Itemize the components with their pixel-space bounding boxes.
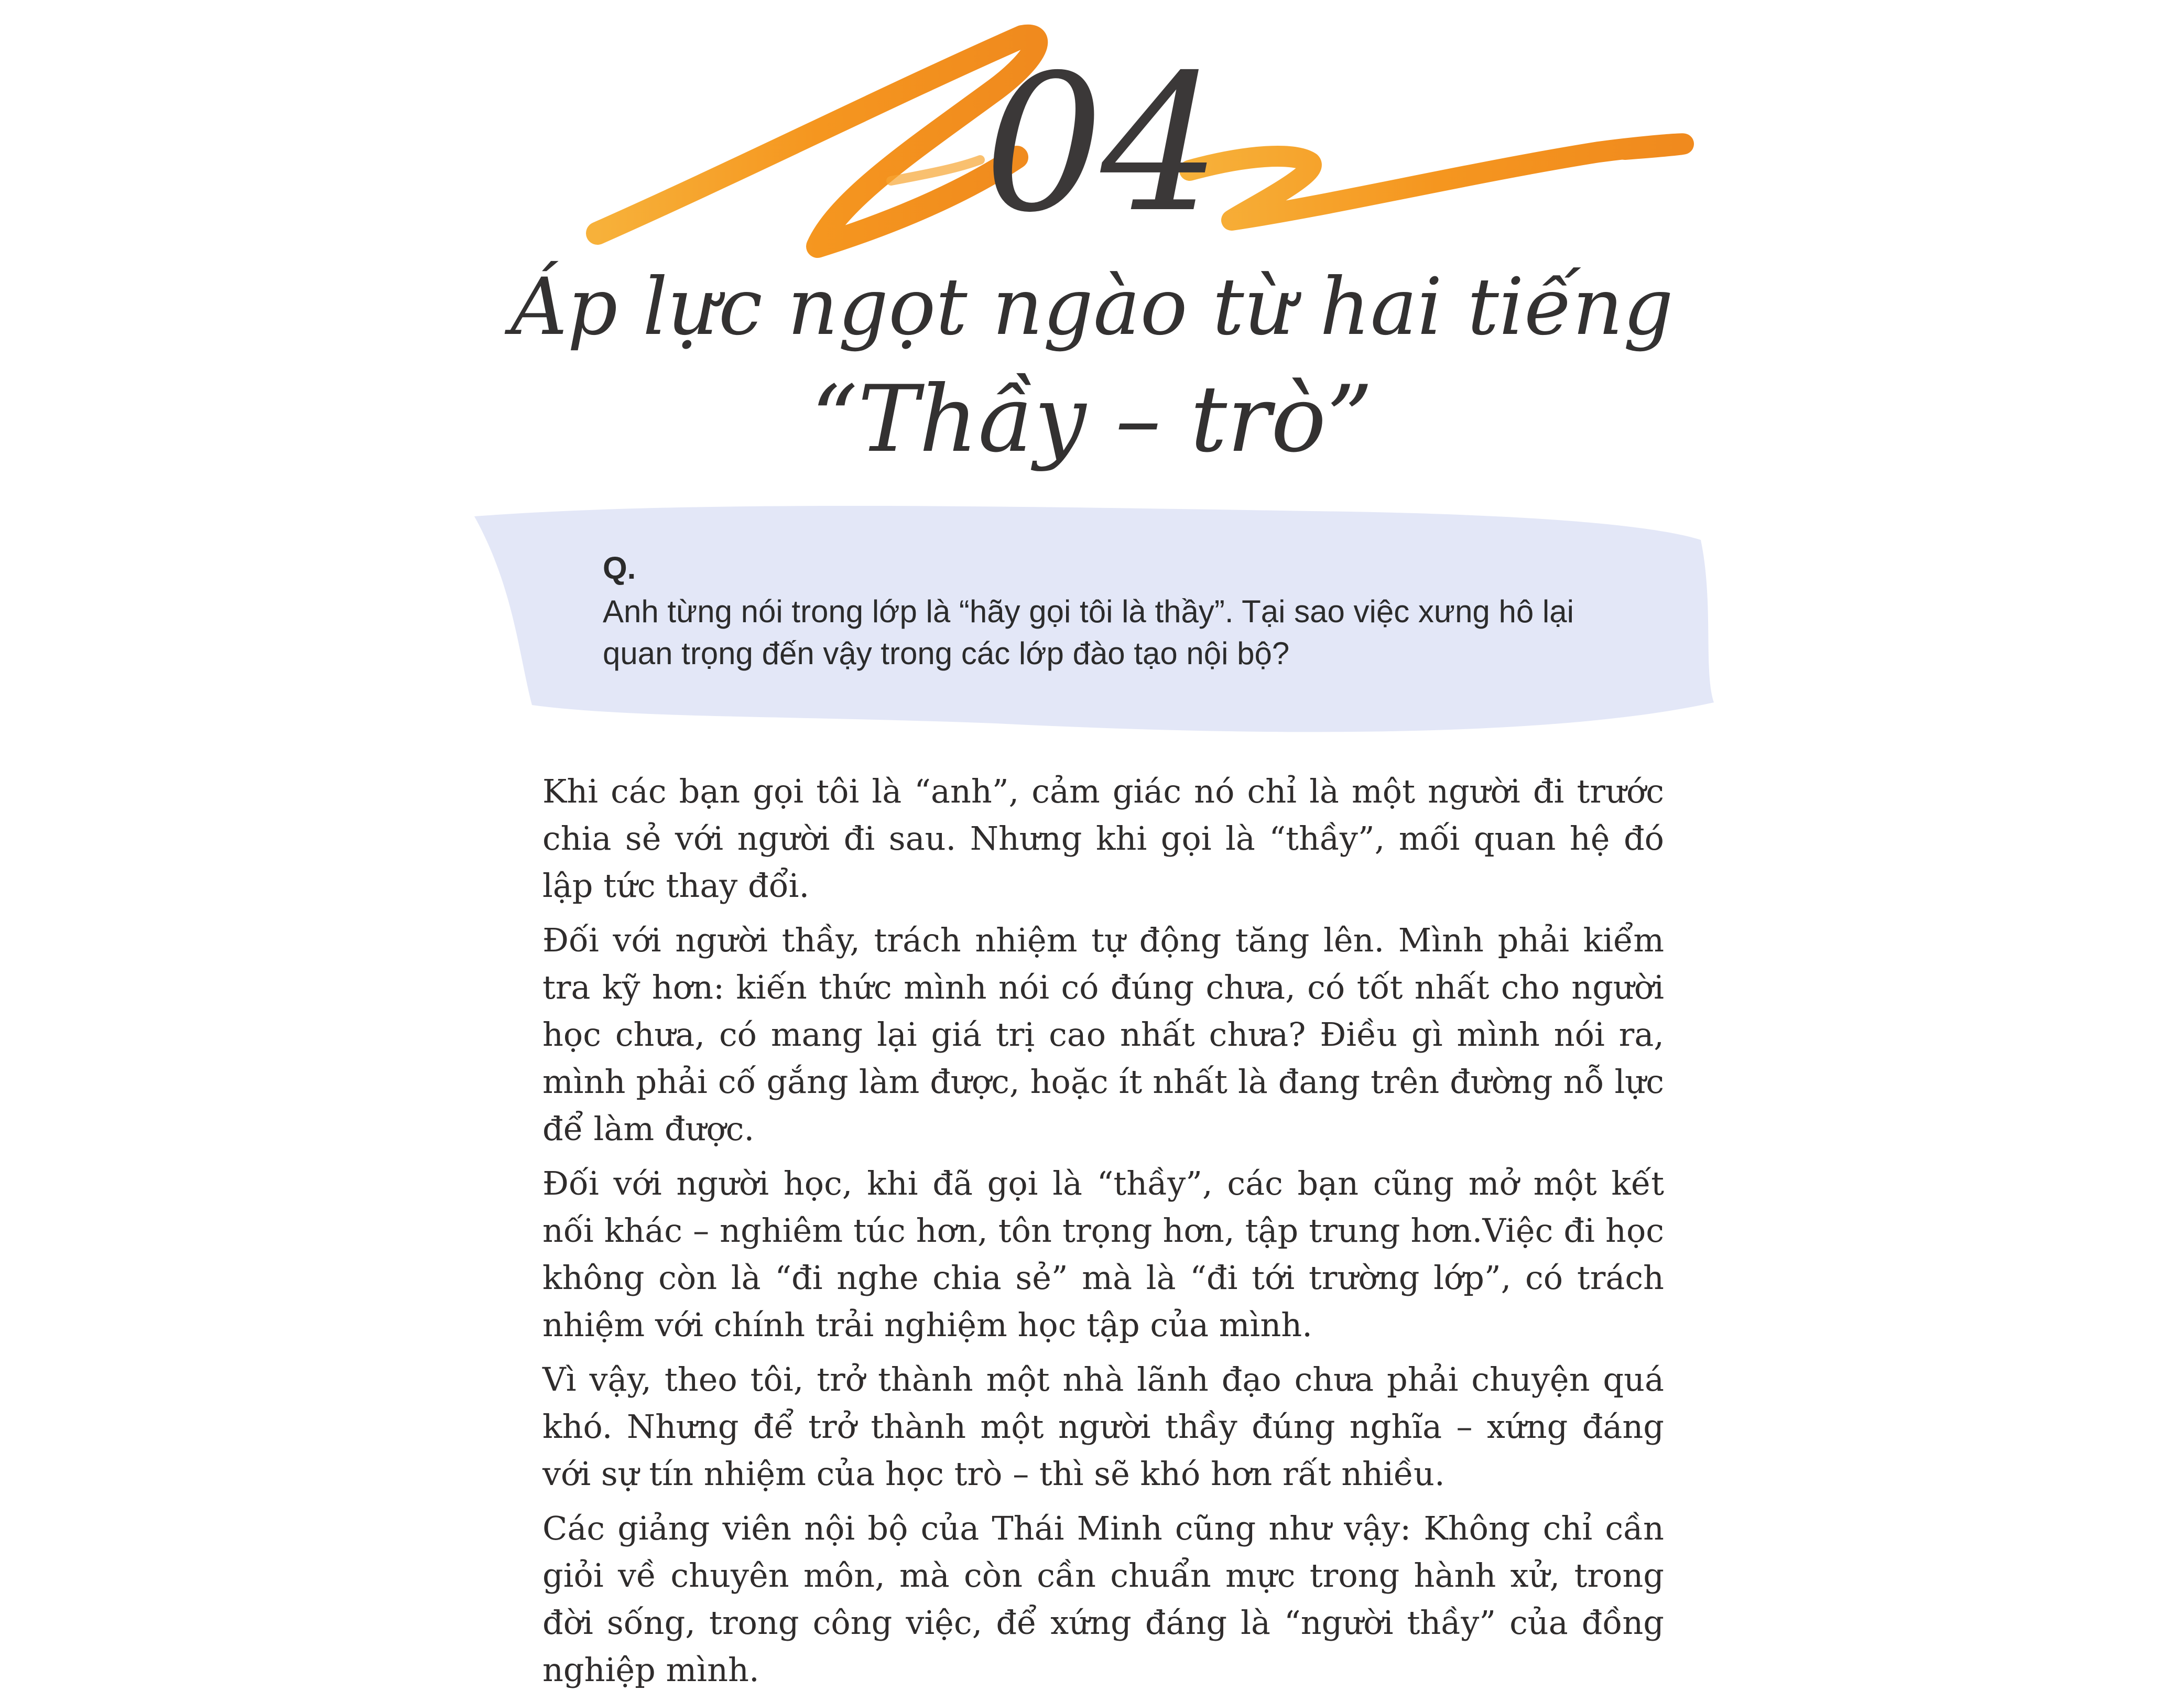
answer-paragraph: Khi các bạn gọi tôi là “anh”, cảm giác nó chỉ là một người đi trước chia sẻ với người đi sau. Nhưng khi gọi là “thầy”, mối quan hệ đó lập tức thay đổi. [542,772,1664,905]
chapter-number: 04 [983,34,1218,254]
answer-paragraph: Đối với người học, khi đã gọi là “thầy”, các bạn cũng mở một kết nối khác – nghiêm túc hơn, tôn trọng hơn, tập trung hơn.Việc đi học không còn là “đi nghe chia sẻ” mà là “đi tới trường lớp”, có trách nhiệm với chính trải nghiệm học tập của mình. [542,1164,1664,1344]
question-label: Q. [603,550,636,586]
orange-brush-stroke-left [597,36,1036,246]
answer-paragraph: Đối với người thầy, trách nhiệm tự động tăng lên. Mình phải kiểm tra kỹ hơn: kiến thức mình nói có đúng chưa, có tốt nhất cho người học chưa, có mang lại giá trị cao nhất chưa? Điều gì mình nói ra, mình phải cố gắng làm được, hoặc ít nhất là đang trên đường nỗ lực để làm được. [542,921,1664,1148]
question-block [603,548,1599,675]
answer-body [542,768,1664,1701]
chapter-title-line-2: “Thầy – trò” [811,366,1373,473]
orange-brush-stroke-right [1190,144,1683,220]
chapter-title-line-1: Áp lực ngọt ngào từ hai tiếng [510,262,1674,353]
answer-paragraph: Các giảng viên nội bộ của Thái Minh cũng như vậy: Không chỉ cần giỏi về chuyên môn, mà còn cần chuẩn mực trong hành xử, trong đời sống, trong công việc, để xứng đáng là “người thầy” của đồng nghiệp mình. [542,1509,1664,1689]
answer-paragraph: Vì vậy, theo tôi, trở thành một nhà lãnh đạo chưa phải chuyện quá khó. Nhưng để trở thành một người thầy đúng nghĩa – xứng đáng với sự tín nhiệm của học trò – thì sẽ khó hơn rất nhiều. [542,1360,1664,1493]
question-text: Anh từng nói trong lớp là “hãy gọi tôi là thầy”. Tại sao việc xưng hô lại quan trọng đến vậy trong các lớp đào tạo nội bộ? [603,594,1574,671]
